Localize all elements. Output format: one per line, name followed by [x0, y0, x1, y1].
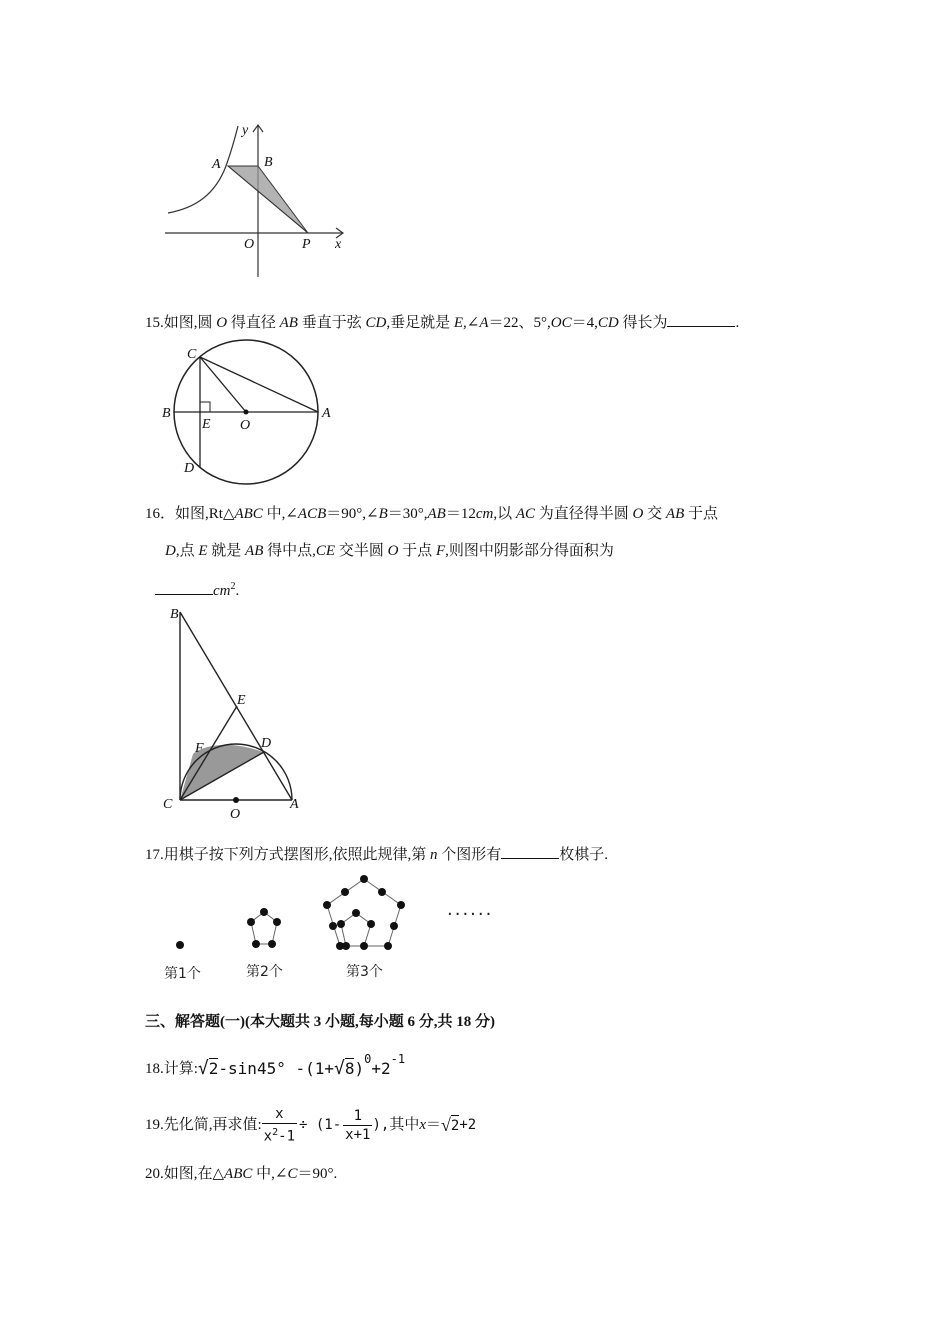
- stone: [397, 901, 405, 909]
- label-o: O: [240, 418, 251, 433]
- q14-figure: [160, 120, 360, 280]
- label-e: E: [202, 417, 211, 432]
- stone: [342, 942, 350, 950]
- stone: [352, 909, 360, 917]
- stone: [323, 901, 331, 909]
- stone: [247, 918, 255, 926]
- label-f: F: [195, 741, 204, 756]
- stone: [273, 918, 281, 926]
- label-x: x: [335, 237, 342, 252]
- label-a: A: [290, 797, 299, 812]
- center-dot: [244, 410, 249, 415]
- shaded-region: [180, 745, 264, 800]
- segment-ap: [228, 166, 308, 233]
- stone: [329, 922, 337, 930]
- pentagon-3-outer: [327, 879, 401, 946]
- stone: [260, 908, 268, 916]
- fraction-2: 1 x+1: [345, 1107, 371, 1143]
- label-a: A: [322, 406, 331, 421]
- q20-text: 20.如图,在△ABC 中,∠C＝90°.: [145, 1166, 338, 1182]
- hyperbola-curve: [168, 126, 238, 213]
- q15-text: 15.如图,圆 O 得直径 AB 垂直于弦 CD,垂足就是 E,∠A＝22、5°,OC＝4,CD 得长为 .: [145, 312, 739, 333]
- q18-text: 18. 计算: √ 2 -sin45° -(1+ √ 8 ) $^0$ +2 $^{-1}$: [145, 1052, 406, 1079]
- stone: [176, 941, 184, 949]
- stone: [384, 942, 392, 950]
- continuation-dots: ······: [447, 904, 494, 925]
- label-d: D: [184, 461, 195, 476]
- q17-text: 17.用棋子按下列方式摆图形,依照此规律,第 n 个图形有 枚棋子.: [145, 844, 608, 865]
- q19-text: 19. 先化简,再求值: $\frac{x}{x^2-1}$ ÷ (1- 1 x+1 ), 其中 x ＝ √ 2 +2: [145, 1105, 477, 1145]
- fraction-1: $\frac{x}{x^2-1}$: [263, 1105, 295, 1145]
- right-angle-mark: [200, 402, 210, 412]
- sqrt-symbol: √: [441, 1115, 451, 1135]
- label-b: B: [162, 406, 171, 421]
- stone: [252, 940, 260, 948]
- q16-line2: D,点 E 就是 AB 得中点,CE 交半圆 O 于点 F,则图中阴影部分得面积为: [165, 543, 614, 559]
- center-dot: [233, 797, 239, 803]
- label-c: C: [187, 347, 197, 362]
- answer-blank-q17[interactable]: [501, 844, 559, 859]
- q17-figure: [160, 868, 530, 986]
- segment-co: [200, 357, 246, 412]
- caption-1: 第1个: [164, 966, 201, 982]
- q16-figure: [160, 600, 310, 822]
- caption-3: 第3个: [346, 964, 383, 980]
- q16-line3: $cm^2$.: [155, 577, 239, 601]
- label-p: P: [302, 237, 311, 252]
- pentagon-3-inner: [341, 913, 371, 946]
- stone: [337, 920, 345, 928]
- label-o: O: [230, 807, 241, 822]
- label-y: y: [242, 123, 249, 138]
- pentagon-2: [251, 912, 277, 944]
- stone: [360, 942, 368, 950]
- section-3-heading: 三、解答题(一)(本大题共 3 小题,每小题 6 分,共 18 分): [145, 1014, 495, 1030]
- label-a: A: [212, 157, 221, 172]
- q15-figure: [160, 340, 350, 490]
- answer-blank-q15[interactable]: [667, 312, 735, 327]
- label-b: B: [264, 155, 273, 170]
- stone: [390, 922, 398, 930]
- sqrt-symbol: √: [334, 1058, 345, 1079]
- label-e: E: [237, 693, 246, 708]
- stone: [367, 920, 375, 928]
- sqrt-symbol: √: [197, 1058, 209, 1079]
- q16-line1: 16．如图,Rt△ABC 中,∠ACB＝90°,∠B＝30°,AB＝12cm,以 AC 为直径得半圆 O 交 AB 于点: [145, 506, 718, 522]
- caption-2: 第2个: [246, 964, 283, 980]
- q18-expression: √ 2 -sin45° -(1+ √ 8 ) $^0$ +2 $^{-1}$: [197, 1052, 406, 1079]
- stone: [360, 875, 368, 883]
- stone: [268, 940, 276, 948]
- label-c: C: [163, 797, 173, 812]
- stone: [341, 888, 349, 896]
- answer-blank-q16[interactable]: [155, 580, 213, 595]
- stone: [378, 888, 386, 896]
- label-b: B: [170, 607, 179, 622]
- label-d: D: [261, 736, 272, 751]
- label-o: O: [244, 237, 255, 252]
